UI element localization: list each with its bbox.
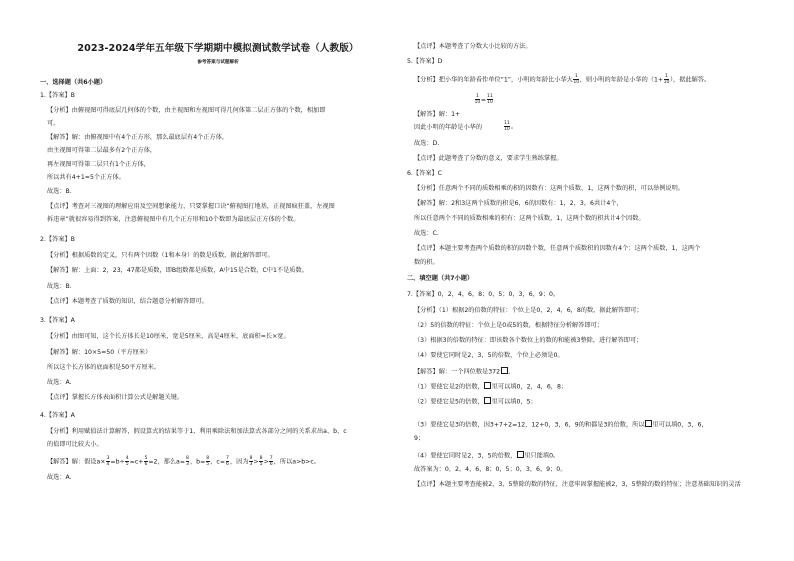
fraction: $\frac{11}{10}$	[504, 121, 510, 132]
eq-text: =2，那么a=	[148, 458, 186, 466]
right-text-line: 【点评】此题考查了分数的意义，要求学生熟练掌握。	[414, 155, 563, 162]
right-text-line: 6.【答案】C	[407, 170, 442, 177]
fraction: $\frac{8}{3}$	[186, 456, 189, 467]
left-text-line: 2.【答案】B	[40, 236, 75, 243]
left-text-line: 【分析】根据质数的定义，只有两个因数（1和本身）的数是质数，据此解答即可。	[47, 252, 274, 259]
right-text-line: 故选：C.	[414, 230, 439, 237]
blank-box	[645, 420, 652, 427]
eq-text: >	[253, 458, 259, 466]
left-text-line: 故选：B.	[47, 283, 72, 290]
page-title: 2023-2024学年五年级下学期期中模拟测试数学试卷（人教版）	[77, 43, 359, 54]
left-text-line: 3.【答案】A	[40, 317, 75, 324]
left-text-line: 【解答】解：10×5=50（平方厘米）	[47, 349, 152, 356]
right-text-line: 因此小明的年龄是小华的	[414, 124, 483, 131]
right-text-line: 故答案为：0，2，4，6，8；0，5；0，3，6，9；0。	[414, 466, 567, 473]
right-text-line: 【解答】解：1+	[414, 111, 461, 118]
q4-choice: 故选：A.	[47, 474, 72, 481]
blank-box	[484, 397, 491, 404]
right-text-line: 数的积。	[414, 259, 439, 266]
left-text-line: 【分析】由图可知，这个长方体长是10厘米，宽是5厘米，高是4厘米，底面积=长×宽。	[47, 333, 290, 340]
blank-box	[484, 382, 491, 389]
q5-equation: $\frac{1}{10}$ = $\frac{11}{10}$	[474, 94, 493, 105]
eq-text: 【解答】解：假设a×	[47, 458, 106, 466]
q5-answer-fraction: $\frac{11}{10}$ 。	[504, 121, 518, 132]
left-text-line: 【分析】利用赋值法计算解答，假设算式的结果等于1，利用乘除法和加法算式各部分之间的关系求出a、b、c	[47, 428, 347, 435]
right-text-line: 7.【答案】0，2，4，6，8；0，5；0，3，6，9；0。	[407, 291, 560, 298]
left-text-line: 【点评】考查对三视图的理解应用及空间想象能力，只要掌握口诀“俯视图打地基，正视图疯狂盖，左视图	[47, 203, 335, 210]
eq-text: =b÷	[110, 458, 125, 466]
eq-text: ，所以a>b>c。	[273, 458, 320, 466]
eq-text: ，b=	[189, 458, 206, 466]
left-text-line: 1.【答案】B	[40, 92, 75, 99]
left-text-line: 【分析】由俯视图可得底层几何体的个数，由主视图和左视图可得几何体第二层正方体的个数，相加即	[47, 107, 326, 114]
right-text-line: 二、填空题（共7小题）	[407, 275, 474, 282]
eq-text: >	[263, 458, 269, 466]
q5-analysis: 【分析】把小华的年龄看作单位“1”，小明的年龄比小华大 $\frac{1}{10}$ ，则小明的年龄是小华的（1+ $\frac{1}{10}$ ），据此解答。	[414, 74, 711, 85]
fraction: $\frac{3}{4}$	[106, 456, 110, 467]
left-text-line: 所以共有4+1=5个正方体。	[47, 174, 125, 181]
eq-text: ，c=	[210, 458, 226, 466]
left-text-line: 【解答】解：上面：2，23，47都是质数，即B组数都是质数，A中15是合数，C中1不是质数。	[47, 267, 308, 274]
left-text-line: 【点评】掌握长方体表面积计算公式是解题关键。	[47, 394, 184, 401]
right-text-line: （3）根据3的倍数的特征：即该数各个数位上的数的和能被3整除，进行解答即可；	[414, 337, 643, 344]
eq-text: =c+	[129, 458, 144, 466]
right-text-line: 【分析】（1）根据2的倍数的特征：个位上是0，2，4，6，8的数，据此解答即可；	[414, 307, 643, 314]
fraction: $\frac{8}{5}$	[206, 456, 210, 467]
left-text-line: 【点评】本题考查了质数的知识，结合题意分析解答即可。	[47, 298, 208, 305]
fraction: $\frac{11}{10}$	[487, 94, 493, 105]
left-text-line: 再左视图可得第二层只有1个正方体，	[47, 161, 150, 168]
right-text-line: （4）要使它同时是2，3，5的倍数， 里只能填0。	[414, 452, 560, 460]
right-text-line: 所以任意两个不同的质数相乘的积有：这两个质数，1，这两个数的积共计4个因数。	[414, 215, 645, 222]
fraction: $\frac{1}{10}$	[663, 74, 670, 85]
left-text-line: 拆违章”就很容易得到答案，注意俯视图中有几个正方形和10个数即为最底层正方体的个数。	[47, 216, 300, 223]
right-text-line: 【分析】任意两个不同的质数相乘的积的因数有：这两个质数，1，这两个数的积，可以举例说明。	[414, 185, 684, 192]
fraction: $\frac{1}{10}$	[474, 94, 481, 105]
left-text-line: 4.【答案】A	[40, 412, 75, 419]
fraction: $\frac{7}{6}$	[226, 456, 229, 467]
page-subtitle: 参考答案与试题解析	[197, 60, 239, 65]
left-text-line: 所以这个长方体的底面积是50平方厘米。	[47, 364, 161, 371]
fraction: $\frac{4}{5}$	[125, 456, 129, 467]
right-text-line: 5.【答案】D	[407, 58, 443, 65]
right-text-line: 【点评】本题主要考查能被2，3，5整除的数的特征，注意牢固掌握能被2，3，5整除的数的特征；注意基础知识的灵活	[414, 481, 741, 488]
right-text-line: （2）要使它是5的倍数， 里可以填0，5；	[414, 398, 537, 406]
right-text-line: 故选：D.	[414, 140, 440, 147]
right-text-line: （4）要使它同时是2，3，5的倍数，个位上必须是0。	[414, 352, 564, 359]
left-text-line: 故选：A.	[47, 379, 72, 386]
fraction: $\frac{7}{6}$	[269, 456, 273, 467]
right-text-line: 【解答】解：一个四位数是372 ，	[414, 368, 515, 376]
fraction: $\frac{1}{10}$	[573, 74, 580, 85]
right-text-line: （3）要使它是3的倍数，因3+7+2=12，12+0，3，6，9的和都是3的倍数，所以 里可以填0，3，6，	[414, 421, 708, 429]
fraction: $\frac{8}{5}$	[259, 456, 263, 467]
left-text-line: 的值即可比较大小。	[47, 441, 103, 448]
eq-text: ，因为	[229, 458, 249, 466]
left-text-line: 一、选择题（共6小题）	[40, 79, 107, 86]
fraction: $\frac{5}{6}$	[144, 456, 148, 467]
right-text-line: 【解答】解：2和3这两个质数的积是6，6的因数有：1，2，3，6共计4个，	[414, 200, 623, 207]
blank-box	[517, 451, 524, 458]
right-text-line: 【点评】本题考查了分数大小比较的方法。	[414, 43, 532, 50]
right-text-line: （1）要使它是2的倍数， 里可以填0，2，4，6，8；	[414, 383, 568, 391]
left-text-line: 由主视图可得第二层最多有2个正方体，	[47, 147, 157, 154]
right-text-line: 【点评】本题主要考查两个质数的积的因数个数，任意两个质数积的因数有4个：这两个质数，1，这两个	[414, 245, 701, 252]
right-text-line: （2）5的倍数的特征：个位上是0或5的数，根据特征分析解答即可；	[414, 322, 603, 329]
fraction: $\frac{8}{3}$	[249, 456, 253, 467]
right-text-line: 9；	[414, 435, 425, 442]
left-text-line: 故选：B.	[47, 188, 72, 195]
blank-box	[501, 367, 508, 374]
q4-solution-equation	[47, 456, 320, 467]
left-text-line: 【解答】解：由俯视图中有4个正方形，那么最底层有4个正方体，	[47, 134, 229, 141]
left-text-line: 可。	[47, 120, 60, 127]
